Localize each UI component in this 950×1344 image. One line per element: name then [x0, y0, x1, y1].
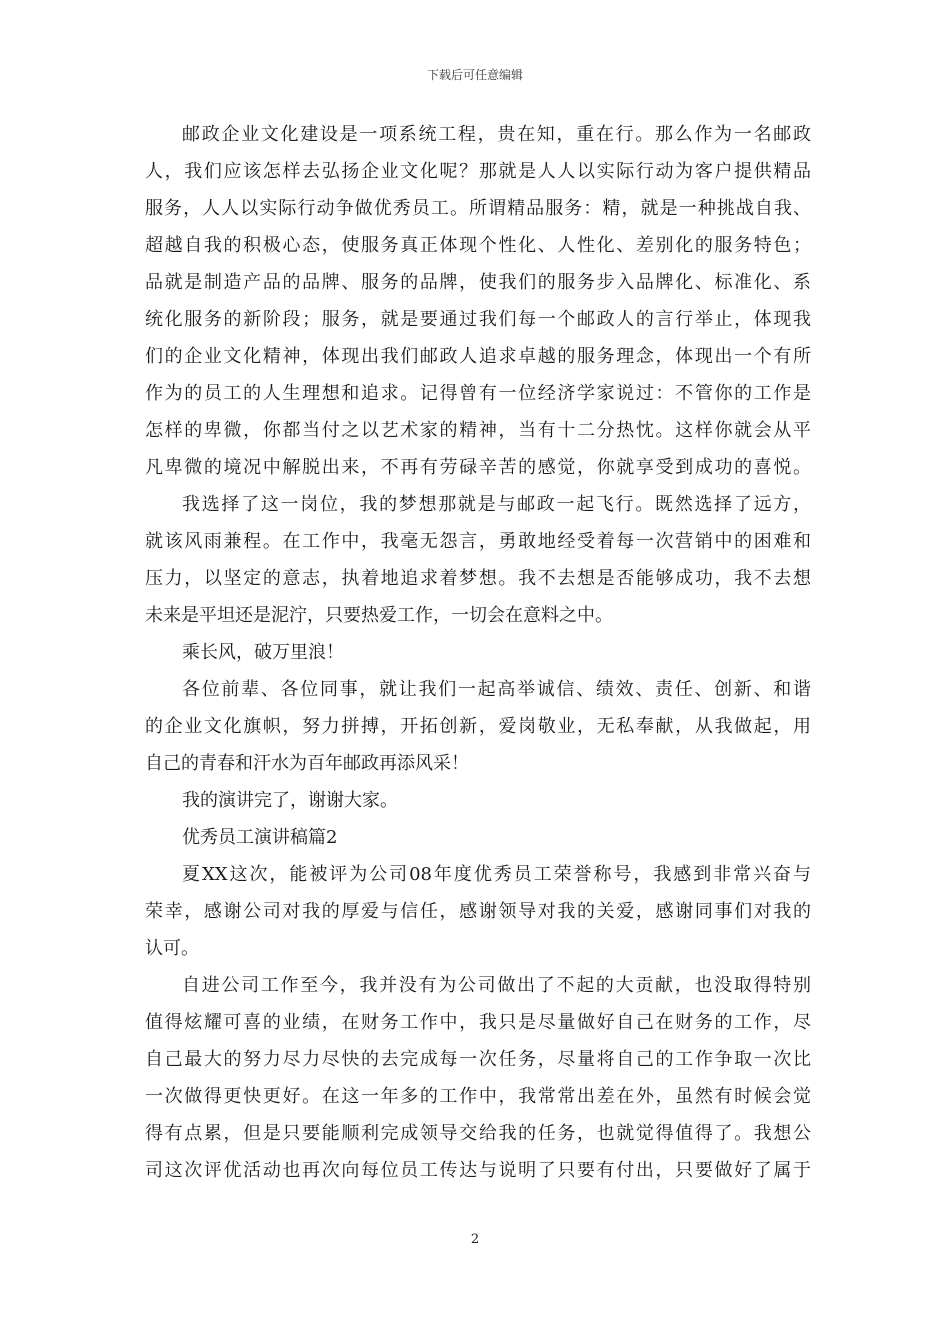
text-line: 司这次评优活动也再次向每位员工传达与说明了只要有付出，只要做好了属于: [145, 1160, 811, 1181]
text-line: 自己最大的努力尽力尽快的去完成每一次任务，尽量将自己的工作争取一次比: [145, 1049, 811, 1070]
text-line: 们的企业文化精神，体现出我们邮政人追求卓越的服务理念，体现出一个有所: [145, 346, 811, 367]
text-line: 超越自我的积极心态，使服务真正体现个性化、人性化、差别化的服务特色；: [145, 235, 811, 256]
text-line: 品就是制造产品的品牌、服务的品牌，使我们的服务步入品牌化、标准化、系: [145, 272, 811, 293]
page-number: 2: [470, 1232, 480, 1247]
text-line: 我的演讲完了，谢谢大家。: [182, 790, 398, 811]
text-line: 统化服务的新阶段；服务，就是要通过我们每一个邮政人的言行举止，体现我: [145, 309, 811, 330]
text-line: 就该风雨兼程。在工作中，我毫无怨言，勇敢地经受着每一次营销中的困难和: [145, 531, 811, 552]
text-line: 怎样的卑微，你都当付之以艺术家的精神，当有十二分热忱。这样你就会从平: [145, 420, 811, 441]
text-line: 夏XX这次，能被评为公司08年度优秀员工荣誉称号，我感到非常兴奋与: [182, 864, 811, 885]
text-line: 压力，以坚定的意志，执着地追求着梦想。我不去想是否能够成功，我不去想: [145, 568, 811, 589]
text-line: 认可。: [145, 938, 199, 959]
text-line: 的企业文化旗帜，努力拼搏，开拓创新，爱岗敬业，无私奉献，从我做起，用: [145, 716, 811, 737]
text-line: 服务，人人以实际行动争做优秀员工。所谓精品服务：精，就是一种挑战自我、: [145, 198, 811, 219]
text-line: 凡卑微的境况中解脱出来，不再有劳碌辛苦的感觉，你就享受到成功的喜悦。: [145, 457, 811, 478]
text-line: 荣幸，感谢公司对我的厚爱与信任，感谢领导对我的关爱，感谢同事们对我的: [145, 901, 811, 922]
section-heading: 优秀员工演讲稿篇2: [182, 827, 338, 848]
text-line: 邮政企业文化建设是一项系统工程，贵在知，重在行。那么作为一名邮政: [182, 124, 811, 145]
text-line: 未来是平坦还是泥泞，只要热爱工作，一切会在意料之中。: [145, 605, 613, 626]
text-line: 自己的青春和汗水为百年邮政再添风采！: [145, 753, 469, 774]
text-line: 自进公司工作至今，我并没有为公司做出了不起的大贡献，也没取得特别: [182, 975, 811, 996]
text-line: 人，我们应该怎样去弘扬企业文化呢？那就是人人以实际行动为客户提供精品: [145, 161, 811, 182]
page-header: 下载后可任意编辑: [426, 68, 523, 82]
text-line: 各位前辈、各位同事，就让我们一起高举诚信、绩效、责任、创新、和谐: [182, 679, 811, 700]
text-line: 我选择了这一岗位，我的梦想那就是与邮政一起飞行。既然选择了远方，: [182, 494, 811, 515]
text-line: 作为的员工的人生理想和追求。记得曾有一位经济学家说过：不管你的工作是: [145, 383, 811, 404]
document-body: [145, 122, 811, 1195]
text-line: 值得炫耀可喜的业绩，在财务工作中，我只是尽量做好自己在财务的工作，尽: [145, 1012, 811, 1033]
text-line: 乘长风，破万里浪！: [182, 642, 344, 663]
text-line: 得有点累，但是只要能顺利完成领导交给我的任务，也就觉得值得了。我想公: [145, 1123, 811, 1144]
text-line: 一次做得更快更好。在这一年多的工作中，我常常出差在外，虽然有时候会觉: [145, 1086, 811, 1107]
